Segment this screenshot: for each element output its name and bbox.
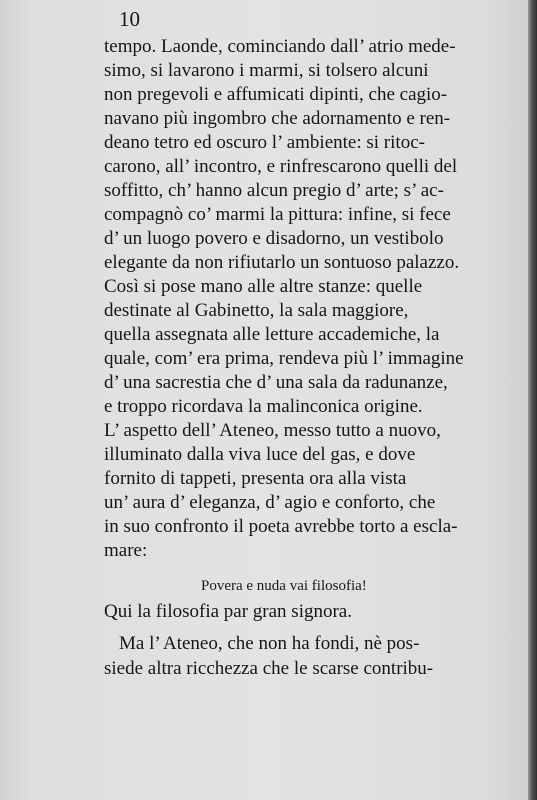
text-line: d’ un luogo povero e disadorno, un vestibolo — [104, 228, 444, 249]
text-line: siede altra ricchezza che le scarse contribu- — [104, 658, 434, 679]
text-line: e troppo ricordava la malinconica origine. — [104, 396, 423, 417]
text-line: fornito di tappeti, presenta ora alla vista — [104, 468, 407, 489]
text-line: destinate al Gabinetto, la sala maggiore, — [104, 300, 409, 321]
text-line: L’ aspetto dell’ Ateneo, messo tutto a nuovo, — [104, 420, 441, 441]
text-line: illuminato dalla viva luce del gas, e dove — [104, 444, 416, 465]
text-line: elegante da non rifiutarlo un sontuoso palazzo. — [104, 252, 460, 273]
text-line: carono, all’ incontro, e rinfrescarono quelli del — [104, 156, 458, 177]
verse-quote: Povera e nuda vai filosofia! — [201, 578, 367, 594]
text-line: mare: — [104, 540, 148, 561]
text-line: compagnò co’ marmi la pittura: infine, si fece — [104, 204, 451, 225]
text-line: Così si pose mano alle altre stanze: quelle — [104, 276, 423, 297]
page-edge-shadow — [528, 0, 537, 800]
text-line: un’ aura d’ eleganza, d’ agio e conforto, che — [104, 492, 436, 513]
text-line: in suo confronto il poeta avrebbe torto a escla- — [104, 516, 458, 537]
page-number: 10 — [119, 7, 140, 31]
text-line: quella assegnata alle letture accademiche, la — [104, 324, 440, 345]
text-line: soffitto, ch’ hanno alcun pregio d’ arte; s’ ac- — [104, 180, 444, 201]
text-line: simo, si lavarono i marmi, si tolsero alcuni — [104, 60, 429, 81]
text-line: Ma l’ Ateneo, che non ha fondi, nè pos- — [119, 633, 420, 654]
text-line: non pregevoli e affumicati dipinti, che cagio- — [104, 84, 448, 105]
text-line: tempo. Laonde, cominciando dall’ atrio mede- — [104, 36, 456, 57]
text-line: deano tetro ed oscuro l’ ambiente: si ritoc- — [104, 132, 425, 153]
text-line: quale, com’ era prima, rendeva più l’ immagine — [104, 348, 464, 369]
text-line: navano più ingombro che adornamento e ren- — [104, 108, 451, 129]
text-line: d’ una sacrestia che d’ una sala da radunanze, — [104, 372, 448, 393]
verse-line: Qui la filosofia par gran signora. — [104, 601, 352, 622]
